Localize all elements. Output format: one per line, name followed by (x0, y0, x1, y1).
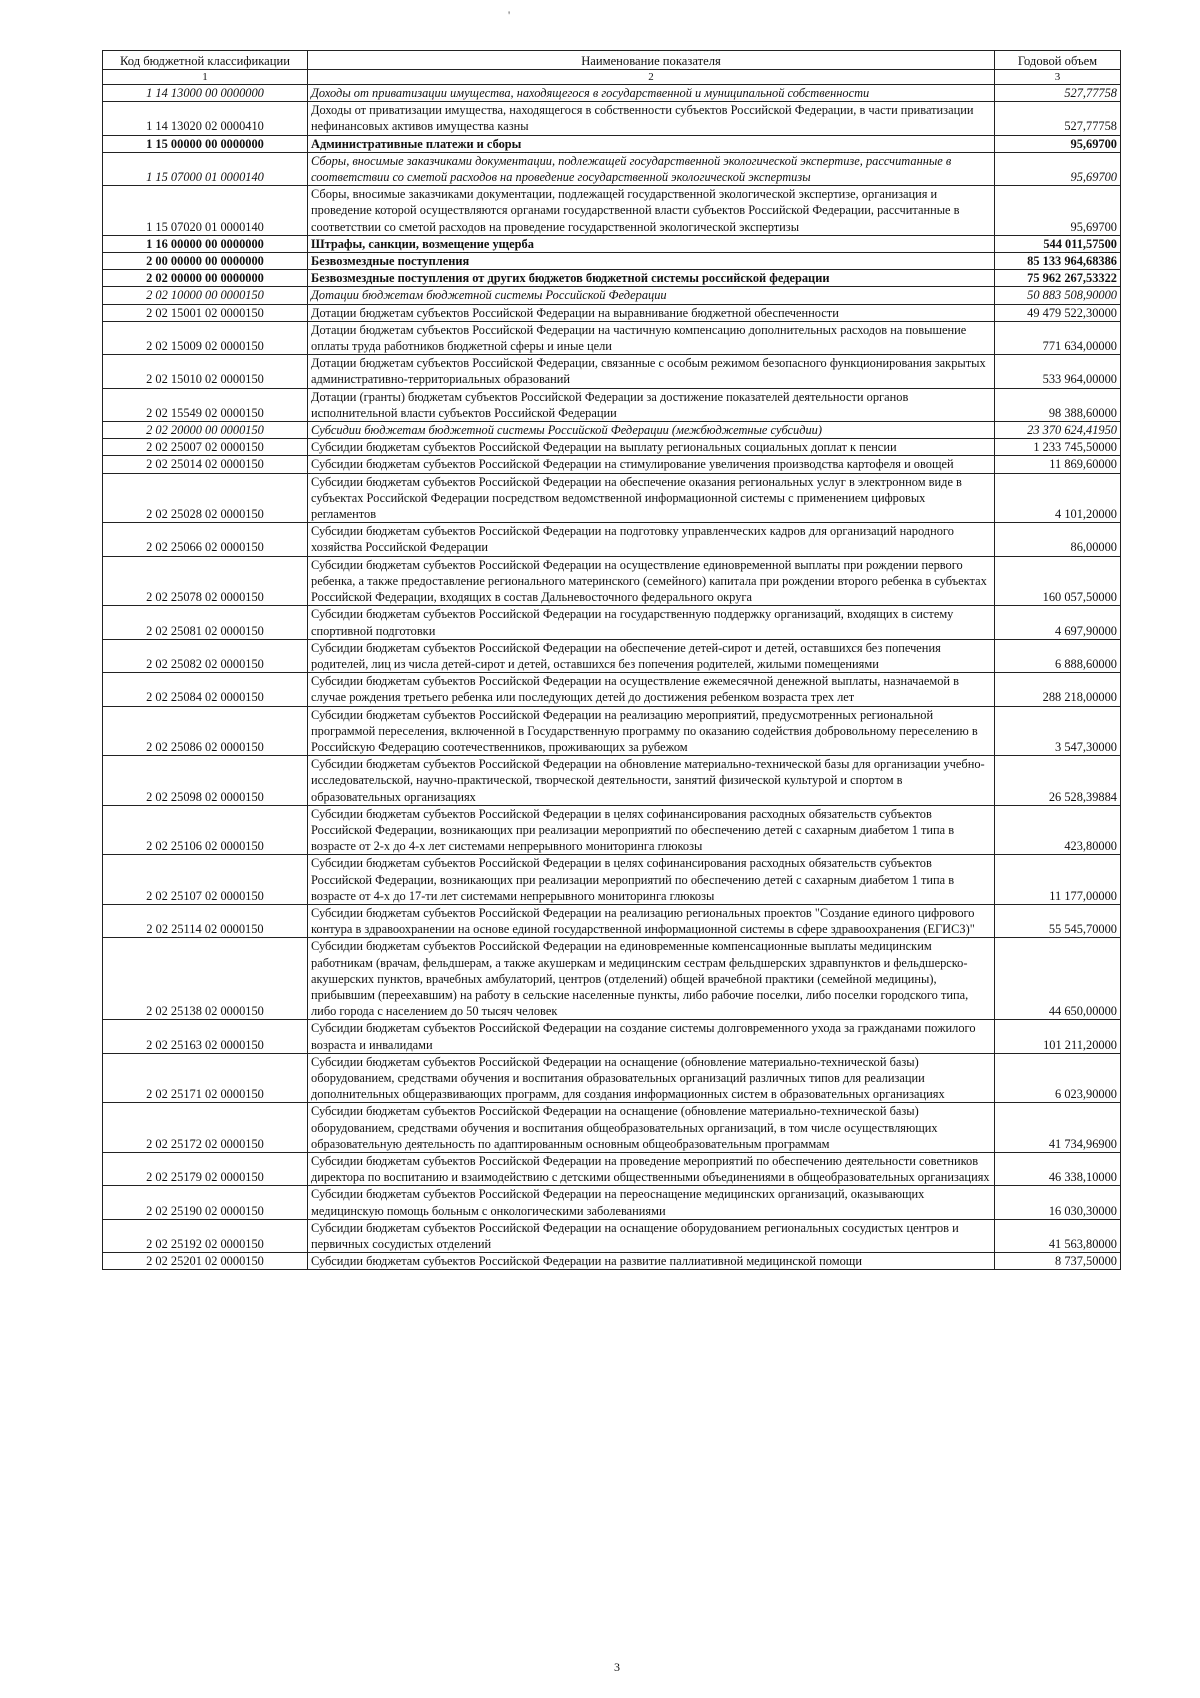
table-row (103, 1253, 1121, 1270)
header-name: Наименование показателя (308, 51, 995, 70)
table-row (103, 102, 1121, 135)
row-volume: 86,00000 (995, 523, 1121, 556)
column-number-code: 1 (103, 70, 308, 85)
row-volume: 85 133 964,68386 (995, 253, 1121, 270)
row-code: 1 16 00000 00 0000000 (103, 235, 308, 252)
row-volume: 50 883 508,90000 (995, 287, 1121, 304)
page-number: 3 (614, 1660, 620, 1674)
table-row (103, 456, 1121, 473)
row-code: 2 02 25106 02 0000150 (103, 805, 308, 855)
row-code: 2 02 25172 02 0000150 (103, 1103, 308, 1153)
row-volume: 23 370 624,41950 (995, 422, 1121, 439)
row-volume: 4 697,90000 (995, 606, 1121, 639)
row-volume: 533 964,00000 (995, 355, 1121, 388)
row-code: 1 14 13000 00 0000000 (103, 85, 308, 102)
table-row (103, 422, 1121, 439)
row-name: Субсидии бюджетам субъектов Российской Федерации на обеспечение детей-сирот и детей, оставшихся без попечения родителей, лиц из числа детей-сирот и детей, оставшихся без попечения родителей, жилыми помещениями (308, 639, 995, 672)
row-volume: 46 338,10000 (995, 1153, 1121, 1186)
table-row (103, 523, 1121, 556)
row-volume: 95,69700 (995, 186, 1121, 236)
row-volume: 16 030,30000 (995, 1186, 1121, 1219)
row-volume: 423,80000 (995, 805, 1121, 855)
row-volume: 527,77758 (995, 102, 1121, 135)
row-name: Штрафы, санкции, возмещение ущерба (308, 235, 995, 252)
row-name: Субсидии бюджетам субъектов Российской Федерации на подготовку управленческих кадров для организаций народного хозяйства Российской Федерации (308, 523, 995, 556)
row-code: 2 02 25190 02 0000150 (103, 1186, 308, 1219)
table-row (103, 805, 1121, 855)
row-code: 2 02 25179 02 0000150 (103, 1153, 308, 1186)
table-row (103, 388, 1121, 421)
row-name: Субсидии бюджетам субъектов Российской Федерации на обеспечение оказания региональных услуг в электронном виде в субъектах Российской Федерации посредством ведомственной информационной системы с применением цифровых регламентов (308, 473, 995, 523)
table-row (103, 473, 1121, 523)
row-volume: 6 888,60000 (995, 639, 1121, 672)
row-volume: 4 101,20000 (995, 473, 1121, 523)
table-row (103, 321, 1121, 354)
table-row (103, 1186, 1121, 1219)
row-code: 2 02 25084 02 0000150 (103, 673, 308, 706)
column-number-volume: 3 (995, 70, 1121, 85)
row-name: Субсидии бюджетам субъектов Российской Федерации на проведение мероприятий по обеспечению деятельности советников директора по воспитанию и взаимодействию с детскими общественными объединениями в общеобразовательных организациях (308, 1153, 995, 1186)
row-volume: 98 388,60000 (995, 388, 1121, 421)
row-name: Доходы от приватизации имущества, находящегося в собственности субъектов Российской Федерации, в части приватизации нефинансовых активов имущества казны (308, 102, 995, 135)
table-row (103, 186, 1121, 236)
row-name: Сборы, вносимые заказчиками документации, подлежащей государственной экологической экспертизе, рассчитанные в соответствии со сметой расходов на проведение государственной экологической экспертизы (308, 152, 995, 185)
row-volume: 3 547,30000 (995, 706, 1121, 756)
row-code: 2 02 15010 02 0000150 (103, 355, 308, 388)
row-code: 2 00 00000 00 0000000 (103, 253, 308, 270)
column-number-name: 2 (308, 70, 995, 85)
row-name: Дотации бюджетам субъектов Российской Федерации на выравнивание бюджетной обеспеченности (308, 304, 995, 321)
row-code: 2 02 00000 00 0000000 (103, 270, 308, 287)
row-volume: 160 057,50000 (995, 556, 1121, 606)
row-code: 2 02 25086 02 0000150 (103, 706, 308, 756)
row-name: Субсидии бюджетам субъектов Российской Федерации на развитие паллиативной медицинской помощи (308, 1253, 995, 1270)
scan-mark: ' (508, 8, 511, 22)
table-row (103, 1219, 1121, 1252)
table-row (103, 639, 1121, 672)
table-row (103, 304, 1121, 321)
column-number-row (103, 70, 1121, 85)
row-code: 2 02 25107 02 0000150 (103, 855, 308, 905)
row-code: 2 02 25098 02 0000150 (103, 756, 308, 806)
row-volume: 75 962 267,53322 (995, 270, 1121, 287)
row-code: 2 02 25066 02 0000150 (103, 523, 308, 556)
row-name: Безвозмездные поступления от других бюджетов бюджетной системы российской федерации (308, 270, 995, 287)
table-row (103, 287, 1121, 304)
row-code: 2 02 25014 02 0000150 (103, 456, 308, 473)
row-volume: 11 869,60000 (995, 456, 1121, 473)
row-code: 2 02 15009 02 0000150 (103, 321, 308, 354)
row-code: 2 02 25081 02 0000150 (103, 606, 308, 639)
row-code: 2 02 10000 00 0000150 (103, 287, 308, 304)
header-row (103, 51, 1121, 70)
row-name: Дотации бюджетам субъектов Российской Федерации, связанные с особым режимом безопасного функционирования закрытых административно-территориальных образований (308, 355, 995, 388)
row-volume: 1 233 745,50000 (995, 439, 1121, 456)
row-code: 2 02 25192 02 0000150 (103, 1219, 308, 1252)
row-volume: 44 650,00000 (995, 938, 1121, 1020)
table-row (103, 253, 1121, 270)
row-volume: 26 528,39884 (995, 756, 1121, 806)
row-code: 2 02 15001 02 0000150 (103, 304, 308, 321)
row-name: Субсидии бюджетам субъектов Российской Федерации на выплату региональных социальных доплат к пенсии (308, 439, 995, 456)
row-code: 2 02 25028 02 0000150 (103, 473, 308, 523)
row-volume: 41 734,96900 (995, 1103, 1121, 1153)
row-volume: 527,77758 (995, 85, 1121, 102)
row-volume: 49 479 522,30000 (995, 304, 1121, 321)
row-name: Субсидии бюджетам субъектов Российской Федерации на реализацию региональных проектов "Создание единого цифрового контура в здравоохранении на основе единой государственной информационной системы в сфере здравоохранения (ЕГИСЗ)" (308, 904, 995, 937)
table-row (103, 673, 1121, 706)
table-row (103, 235, 1121, 252)
row-volume: 101 211,20000 (995, 1020, 1121, 1053)
table-row (103, 938, 1121, 1020)
budget-table (102, 50, 1121, 1270)
row-name: Субсидии бюджетам субъектов Российской Федерации на оснащение оборудованием региональных сосудистых центров и первичных сосудистых отделений (308, 1219, 995, 1252)
row-name: Дотации бюджетам бюджетной системы Российской Федерации (308, 287, 995, 304)
table-row (103, 135, 1121, 152)
row-volume: 55 545,70000 (995, 904, 1121, 937)
row-name: Субсидии бюджетам субъектов Российской Федерации на государственную поддержку организаций, входящих в систему спортивной подготовки (308, 606, 995, 639)
table-row (103, 1053, 1121, 1103)
row-volume: 6 023,90000 (995, 1053, 1121, 1103)
row-code: 2 02 25163 02 0000150 (103, 1020, 308, 1053)
table-row (103, 1103, 1121, 1153)
row-code: 2 02 15549 02 0000150 (103, 388, 308, 421)
row-name: Сборы, вносимые заказчиками документации, подлежащей государственной экологической экспертизе, организация и проведение которой осуществляются органами государственной власти субъектов Российской Федерации, рассчитанные в соответствии со сметой расходов на проведение государственной экологической экспертизы (308, 186, 995, 236)
table-body (103, 85, 1121, 1270)
row-volume: 544 011,57500 (995, 235, 1121, 252)
row-name: Субсидии бюджетам субъектов Российской Федерации на обновление материально-технической базы для организации учебно-исследовательской, научно-практической, творческой деятельности, занятий физической культурой и спортом в образовательных организациях (308, 756, 995, 806)
row-code: 2 02 25138 02 0000150 (103, 938, 308, 1020)
row-volume: 288 218,00000 (995, 673, 1121, 706)
row-name: Субсидии бюджетам субъектов Российской Федерации в целях софинансирования расходных обязательств субъектов Российской Федерации, возникающих при реализации мероприятий по обеспечению детей с сахарным диабетом 1 типа в возрасте от 2-х до 4-х лет системами непрерывного мониторинга глюкозы (308, 805, 995, 855)
table-row (103, 606, 1121, 639)
row-code: 2 02 25114 02 0000150 (103, 904, 308, 937)
table-row (103, 855, 1121, 905)
row-name: Дотации (гранты) бюджетам субъектов Российской Федерации за достижение показателей деятельности органов исполнительной власти субъектов Российской Федерации (308, 388, 995, 421)
row-code: 2 02 25201 02 0000150 (103, 1253, 308, 1270)
row-code: 2 02 25171 02 0000150 (103, 1053, 308, 1103)
row-name: Субсидии бюджетам субъектов Российской Федерации в целях софинансирования расходных обязательств субъектов Российской Федерации, возникающих при реализации мероприятий по обеспечению детей с сахарным диабетом 1 типа в возрасте от 4-х до 17-ти лет системами непрерывного мониторинга глюкозы (308, 855, 995, 905)
row-name: Доходы от приватизации имущества, находящегося в государственной и муниципальной собственности (308, 85, 995, 102)
table-row (103, 355, 1121, 388)
table-row (103, 439, 1121, 456)
row-name: Субсидии бюджетам бюджетной системы Российской Федерации (межбюджетные субсидии) (308, 422, 995, 439)
row-name: Субсидии бюджетам субъектов Российской Федерации на оснащение (обновление материально-технической базы) оборудованием, средствами обучения и воспитания образовательных организаций различных типов для реализации дополнительных общеразвивающих программ, для создания информационных систем в образовательных организациях (308, 1053, 995, 1103)
row-code: 1 15 07020 01 0000140 (103, 186, 308, 236)
table-row (103, 756, 1121, 806)
row-volume: 41 563,80000 (995, 1219, 1121, 1252)
row-name: Субсидии бюджетам субъектов Российской Федерации на осуществление ежемесячной денежной выплаты, назначаемой в случае рождения третьего ребенка или последующих детей до достижения ребенком возраста трех лет (308, 673, 995, 706)
row-name: Субсидии бюджетам субъектов Российской Федерации на создание системы долговременного ухода за гражданами пожилого возраста и инвалидами (308, 1020, 995, 1053)
row-name: Дотации бюджетам субъектов Российской Федерации на частичную компенсацию дополнительных расходов на повышение оплаты труда работников бюджетной сферы и иные цели (308, 321, 995, 354)
table-row (103, 152, 1121, 185)
table-row (103, 706, 1121, 756)
table-row (103, 556, 1121, 606)
row-name: Субсидии бюджетам субъектов Российской Федерации на оснащение (обновление материально-технической базы) оборудованием, средствами обучения и воспитания общеобразовательных организаций, в том числе осуществляющих образовательную деятельность по адаптированным основным общеобразовательным программам (308, 1103, 995, 1153)
header-code: Код бюджетной классификации (103, 51, 308, 70)
row-code: 2 02 25082 02 0000150 (103, 639, 308, 672)
row-volume: 95,69700 (995, 135, 1121, 152)
row-name: Субсидии бюджетам субъектов Российской Федерации на осуществление единовременной выплаты при рождении первого ребенка, а также предоставление регионального материнского (семейного) капитала при рождении второго ребенка в субъектах Российской Федерации, входящих в состав Дальневосточного федерального округа (308, 556, 995, 606)
row-name: Административные платежи и сборы (308, 135, 995, 152)
table-row (103, 1020, 1121, 1053)
row-code: 2 02 20000 00 0000150 (103, 422, 308, 439)
row-name: Субсидии бюджетам субъектов Российской Федерации на переоснащение медицинских организаций, оказывающих медицинскую помощь больным с онкологическими заболеваниями (308, 1186, 995, 1219)
row-code: 2 02 25078 02 0000150 (103, 556, 308, 606)
row-code: 1 14 13020 02 0000410 (103, 102, 308, 135)
row-name: Субсидии бюджетам субъектов Российской Федерации на единовременные компенсационные выплаты медицинским работникам (врачам, фельдшерам, а также акушеркам и медицинским сестрам фельдшерских здравпунктов и фельдшерско-акушерских пунктов, врачебных амбулаторий, центров (отделений) общей врачебной практики (семейной медицины), прибывшим (переехавшим) на работу в сельские населенные пункты, либо рабочие поселки, либо поселки городского типа, либо города с населением до 50 тысяч человек (308, 938, 995, 1020)
row-name: Безвозмездные поступления (308, 253, 995, 270)
row-name: Субсидии бюджетам субъектов Российской Федерации на стимулирование увеличения производства картофеля и овощей (308, 456, 995, 473)
row-volume: 8 737,50000 (995, 1253, 1121, 1270)
row-code: 2 02 25007 02 0000150 (103, 439, 308, 456)
row-code: 1 15 07000 01 0000140 (103, 152, 308, 185)
table-row (103, 904, 1121, 937)
table-row (103, 1153, 1121, 1186)
table-row (103, 270, 1121, 287)
row-code: 1 15 00000 00 0000000 (103, 135, 308, 152)
table-row (103, 85, 1121, 102)
row-volume: 771 634,00000 (995, 321, 1121, 354)
header-volume: Годовой объем (995, 51, 1121, 70)
row-volume: 11 177,00000 (995, 855, 1121, 905)
row-name: Субсидии бюджетам субъектов Российской Федерации на реализацию мероприятий, предусмотренных региональной программой переселения, включенной в Государственную программу по оказанию содействия добровольному переселению в Российскую Федерацию соотечественников, проживающих за рубежом (308, 706, 995, 756)
row-volume: 95,69700 (995, 152, 1121, 185)
